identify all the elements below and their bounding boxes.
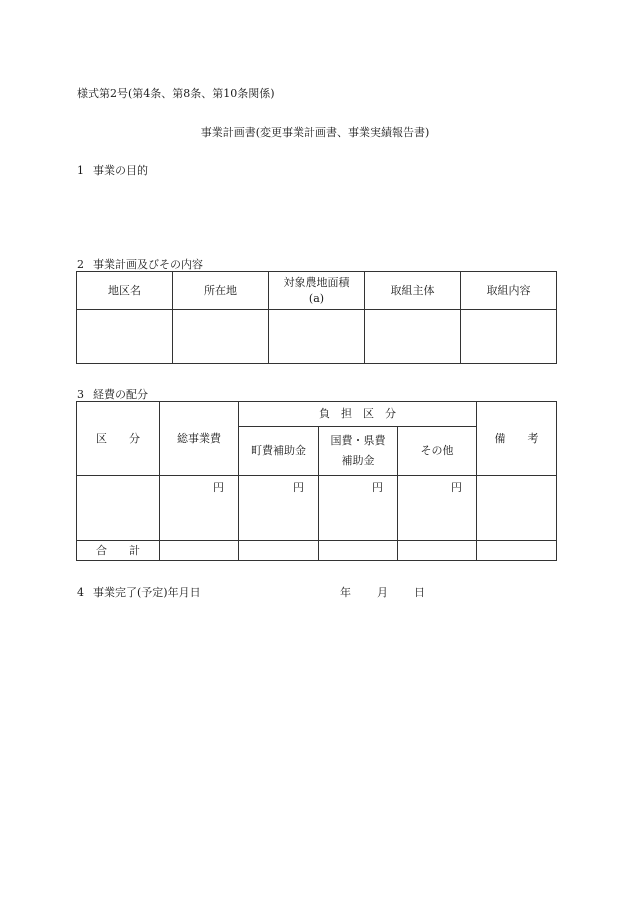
cell-other-yen[interactable]: 円 [398,476,477,541]
table-header-row [77,402,557,427]
section-4-heading [77,584,201,600]
section-3-heading [77,386,148,402]
section-number: 3 [77,388,84,401]
cell-town-subsidy-yen[interactable]: 円 [239,476,319,541]
header-burden-breakdown: 負 担 区 分 [239,402,477,427]
header-district-name: 地区名 [77,272,173,310]
header-other: その他 [398,427,477,476]
section-2-heading [77,256,203,272]
document-title: 事業計画書(変更事業計画書、事業実績報告書) [200,126,430,139]
expense-allocation-table [76,401,557,561]
section-number: 1 [77,164,84,177]
form-number: 様式第2号(第4条、第8条、第10条関係) [77,87,275,100]
header-category: 区 分 [77,402,160,476]
total-label: 合 計 [77,541,160,561]
cell-total-cost-yen[interactable]: 円 [160,476,239,541]
cell-category[interactable] [77,476,160,541]
header-remarks: 備 考 [477,402,557,476]
cell-activity-content[interactable] [461,310,557,364]
table-row [77,476,557,541]
day-label: 日 [414,586,425,599]
table-header-row [77,272,557,310]
header-town-subsidy: 町費補助金 [239,427,319,476]
cell-location[interactable] [173,310,269,364]
cell-national-subsidy-yen[interactable]: 円 [319,476,398,541]
section-title: 経費の配分 [93,388,148,401]
section-number: 4 [77,586,84,599]
cell-national-sum[interactable] [319,541,398,561]
national-prefectural-label: 国費・県費 [330,434,386,447]
section-title: 事業の目的 [93,164,148,177]
farmland-area-label: 対象農地面積 [283,275,350,289]
cell-remarks[interactable] [477,476,557,541]
cell-total-sum[interactable] [160,541,239,561]
completion-date-field[interactable] [340,584,425,600]
section-number: 2 [77,258,84,271]
header-total-cost: 総事業費 [160,402,239,476]
section-title: 事業完了(予定)年月日 [93,586,201,599]
subsidy-label: 補助金 [341,454,375,467]
header-location: 所在地 [173,272,269,310]
area-unit: (a) [308,291,325,305]
cell-other-sum[interactable] [398,541,477,561]
year-label: 年 [340,586,351,599]
project-plan-table [76,271,557,364]
cell-town-sum[interactable] [239,541,319,561]
cell-district-name[interactable] [77,310,173,364]
header-activity-content: 取組内容 [461,272,557,310]
cell-farmland-area[interactable] [269,310,365,364]
header-national-prefectural-subsidy [319,427,398,476]
section-title: 事業計画及びその内容 [93,258,203,271]
month-label: 月 [377,586,388,599]
total-row [77,541,557,561]
header-farmland-area [269,272,365,310]
table-row [77,310,557,364]
cell-implementing-body[interactable] [365,310,461,364]
header-implementing-body: 取組主体 [365,272,461,310]
section-1-heading [77,162,148,178]
cell-remarks-sum[interactable] [477,541,557,561]
